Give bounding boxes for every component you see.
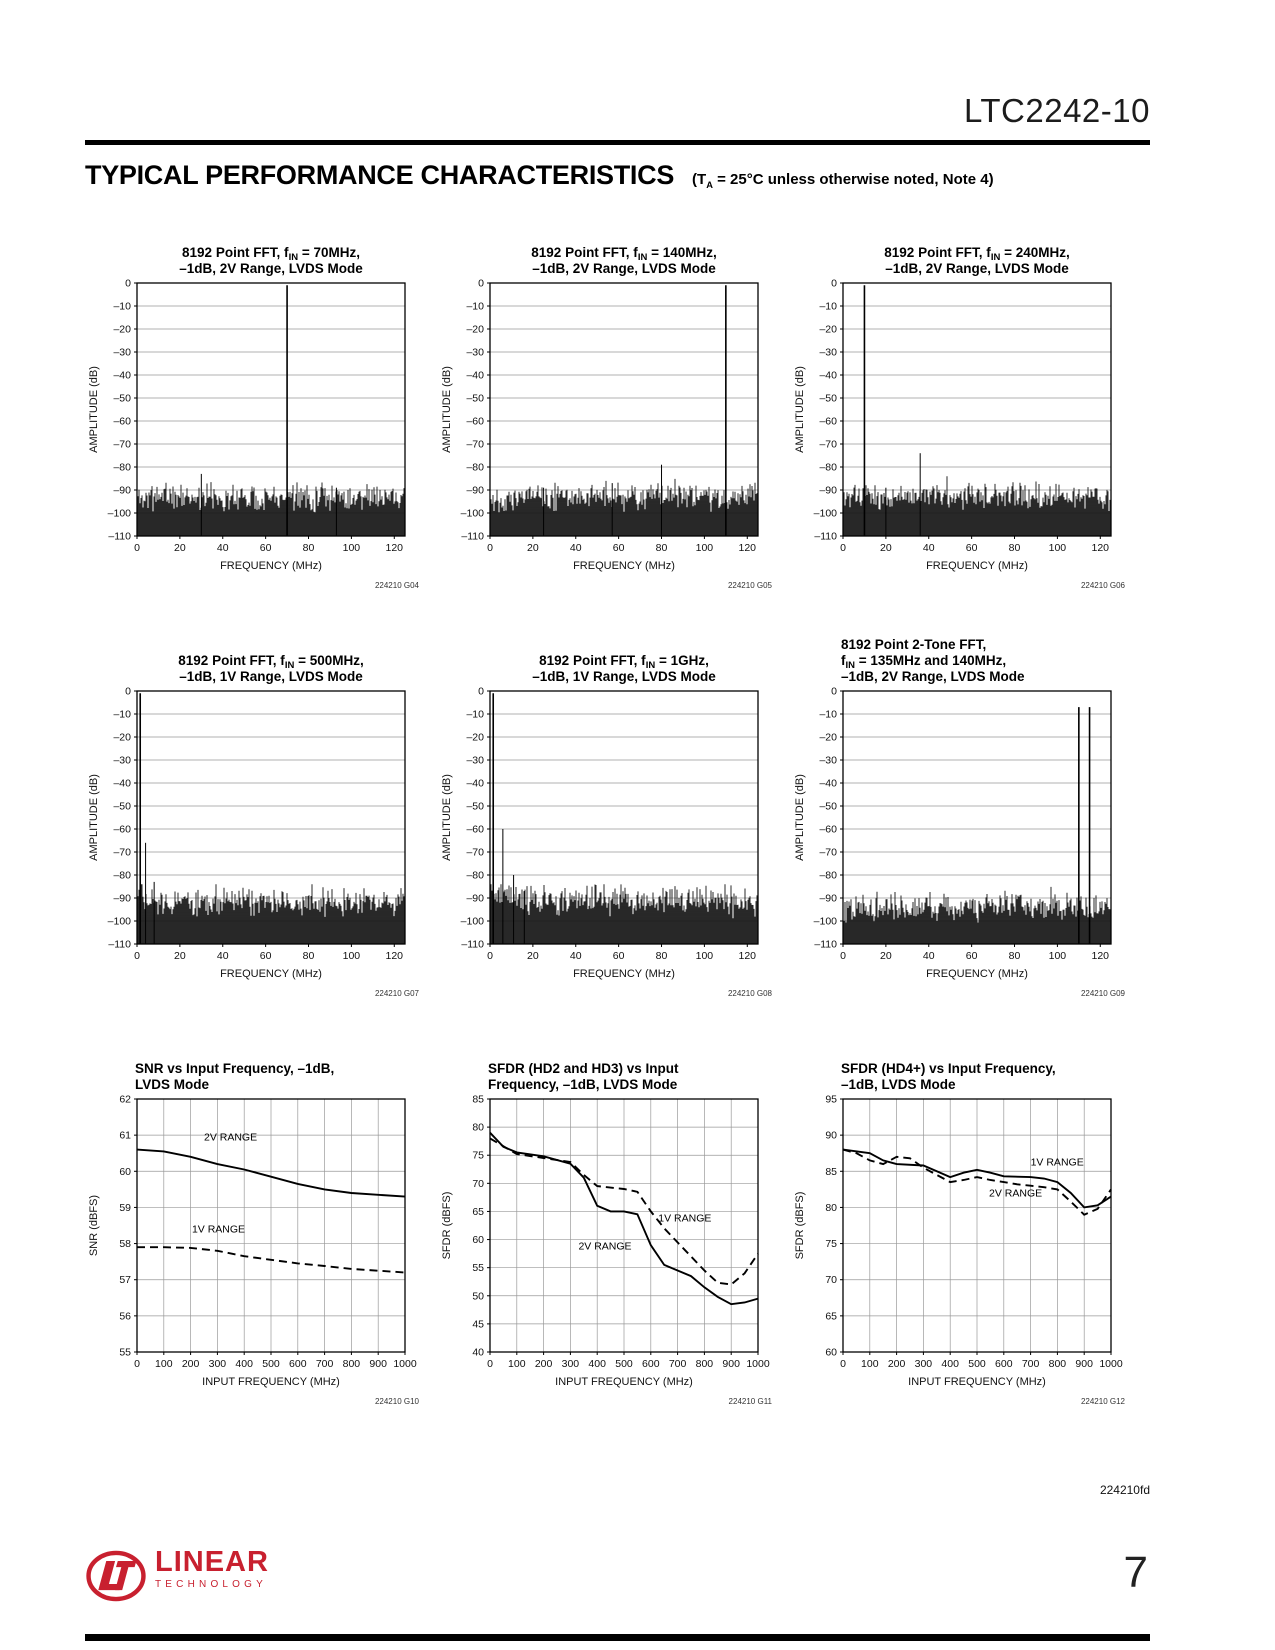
svg-text:0: 0 xyxy=(134,950,140,962)
svg-text:–1dB, LVDS Mode: –1dB, LVDS Mode xyxy=(841,1077,956,1092)
svg-text:–30: –30 xyxy=(113,346,131,359)
svg-text:56: 56 xyxy=(119,1310,131,1323)
svg-text:600: 600 xyxy=(642,1358,660,1370)
section-note: ($T_A = 25^\circ C$ unless otherwise noted, Note 4) xyxy=(692,171,994,190)
svg-text:–80: –80 xyxy=(113,869,131,882)
svg-text:–1dB, 2V Range, LVDS Mode: –1dB, 2V Range, LVDS Mode xyxy=(179,261,363,276)
svg-text:–50: –50 xyxy=(819,392,837,405)
chart-sfdr-hd4-vs-input-frequency xyxy=(781,1041,1134,1409)
svg-text:–1dB, 1V Range, LVDS Mode: –1dB, 1V Range, LVDS Mode xyxy=(532,669,716,684)
svg-text:–110: –110 xyxy=(814,530,837,543)
svg-text:224210 G05: 224210 G05 xyxy=(727,581,772,590)
svg-text:–1dB, 1V Range, LVDS Mode: –1dB, 1V Range, LVDS Mode xyxy=(179,669,363,684)
svg-text:80: 80 xyxy=(302,542,315,554)
svg-text:300: 300 xyxy=(914,1358,933,1370)
part-number: LTC2242-10 xyxy=(963,92,1150,129)
svg-text:50: 50 xyxy=(472,1290,484,1303)
svg-text:8192 Point 2-Tone FFT,: 8192 Point 2-Tone FFT, xyxy=(841,637,987,652)
svg-text:60: 60 xyxy=(259,542,272,554)
svg-text:60: 60 xyxy=(119,1165,131,1178)
svg-text:–40: –40 xyxy=(819,369,837,382)
page-number: 7 xyxy=(1123,1548,1148,1597)
svg-text:AMPLITUDE (dB): AMPLITUDE (dB) xyxy=(88,366,100,453)
svg-text:224210 G12: 224210 G12 xyxy=(1080,1397,1125,1406)
svg-text:–70: –70 xyxy=(466,438,484,451)
svg-text:224210 G08: 224210 G08 xyxy=(727,989,772,998)
svg-text:INPUT FREQUENCY (MHz): INPUT FREQUENCY (MHz) xyxy=(202,1376,340,1388)
svg-text:FREQUENCY (MHz): FREQUENCY (MHz) xyxy=(926,968,1028,980)
svg-text:900: 900 xyxy=(369,1358,387,1370)
svg-text:40: 40 xyxy=(216,542,229,554)
svg-text:FREQUENCY (MHz): FREQUENCY (MHz) xyxy=(926,560,1028,572)
svg-text:80: 80 xyxy=(302,950,315,962)
svg-text:SFDR (dBFS): SFDR (dBFS) xyxy=(441,1191,453,1260)
svg-text:40: 40 xyxy=(216,950,229,962)
svg-text:800: 800 xyxy=(1048,1358,1067,1370)
chart-fft-500mhz xyxy=(75,633,428,1001)
svg-text:–10: –10 xyxy=(113,708,131,721)
svg-text:fIN = 135MHz and 140MHz,: $f_{IN} = 135MHz$ and 140MHz, xyxy=(841,653,1007,671)
svg-text:–20: –20 xyxy=(466,323,484,336)
svg-text:SFDR (HD2 and HD3) vs Input: SFDR (HD2 and HD3) vs Input xyxy=(488,1061,679,1076)
svg-text:80: 80 xyxy=(1008,542,1021,554)
svg-text:0: 0 xyxy=(487,1358,493,1370)
svg-text:200: 200 xyxy=(887,1358,906,1370)
svg-text:AMPLITUDE (dB): AMPLITUDE (dB) xyxy=(441,366,453,453)
chart-fft-1ghz xyxy=(428,633,781,1001)
svg-text:–50: –50 xyxy=(466,392,484,405)
svg-text:–90: –90 xyxy=(113,892,131,905)
svg-text:–40: –40 xyxy=(466,369,484,382)
svg-text:20: 20 xyxy=(174,542,186,554)
svg-text:1V RANGE: 1V RANGE xyxy=(1030,1156,1084,1169)
svg-text:–60: –60 xyxy=(466,823,484,836)
chart-snr-vs-input-frequency xyxy=(75,1041,428,1409)
svg-text:300: 300 xyxy=(208,1358,227,1370)
svg-text:–20: –20 xyxy=(466,731,484,744)
svg-text:0: 0 xyxy=(840,542,846,554)
svg-text:100: 100 xyxy=(342,950,361,962)
svg-text:2V RANGE: 2V RANGE xyxy=(989,1187,1043,1200)
svg-text:120: 120 xyxy=(738,542,757,554)
svg-text:120: 120 xyxy=(1091,542,1110,554)
svg-text:–110: –110 xyxy=(461,938,484,951)
brand-name: LINEAR xyxy=(155,1546,269,1578)
section-title: TYPICAL PERFORMANCE CHARACTERISTICS xyxy=(85,160,675,190)
svg-text:SFDR (HD4+) vs Input Frequency: SFDR (HD4+) vs Input Frequency, xyxy=(841,1061,1056,1076)
svg-text:–50: –50 xyxy=(113,800,131,813)
svg-text:120: 120 xyxy=(385,542,404,554)
svg-text:700: 700 xyxy=(668,1358,687,1370)
svg-text:–100: –100 xyxy=(813,507,837,520)
svg-text:400: 400 xyxy=(588,1358,606,1370)
svg-text:700: 700 xyxy=(315,1358,334,1370)
svg-text:–110: –110 xyxy=(108,530,131,543)
svg-text:–50: –50 xyxy=(466,800,484,813)
svg-text:100: 100 xyxy=(155,1358,173,1370)
svg-text:8192 Point FFT, fIN = 240MHz,: 8192 Point FFT, $f_{IN} = 240MHz$, xyxy=(884,245,1070,263)
svg-text:–60: –60 xyxy=(113,823,131,836)
svg-text:–90: –90 xyxy=(113,484,131,497)
svg-text:–30: –30 xyxy=(819,346,837,359)
svg-text:–50: –50 xyxy=(819,800,837,813)
svg-text:–60: –60 xyxy=(819,415,837,428)
section-header xyxy=(85,160,994,191)
svg-text:40: 40 xyxy=(922,542,935,554)
svg-text:0: 0 xyxy=(125,277,131,290)
svg-text:1000: 1000 xyxy=(1099,1358,1123,1370)
svg-text:SFDR (dBFS): SFDR (dBFS) xyxy=(794,1191,806,1260)
svg-text:–90: –90 xyxy=(819,892,837,905)
chart-fft-240mhz xyxy=(781,225,1134,593)
svg-text:75: 75 xyxy=(825,1238,837,1251)
svg-text:100: 100 xyxy=(1048,542,1067,554)
svg-text:2V RANGE: 2V RANGE xyxy=(578,1240,632,1253)
svg-text:55: 55 xyxy=(119,1346,131,1359)
svg-text:0: 0 xyxy=(487,950,493,962)
svg-text:500: 500 xyxy=(968,1358,986,1370)
svg-text:120: 120 xyxy=(1091,950,1110,962)
svg-text:85: 85 xyxy=(825,1165,837,1178)
svg-text:2V RANGE: 2V RANGE xyxy=(204,1131,258,1144)
svg-text:0: 0 xyxy=(840,1358,846,1370)
svg-text:57: 57 xyxy=(119,1274,131,1287)
svg-text:60: 60 xyxy=(965,542,978,554)
svg-text:500: 500 xyxy=(615,1358,633,1370)
svg-text:61: 61 xyxy=(119,1129,131,1142)
svg-text:60: 60 xyxy=(472,1234,484,1247)
svg-text:20: 20 xyxy=(527,542,539,554)
svg-text:8192 Point FFT, fIN = 140MHz,: 8192 Point FFT, $f_{IN} = 140MHz$, xyxy=(531,245,717,263)
svg-text:900: 900 xyxy=(722,1358,740,1370)
svg-text:120: 120 xyxy=(385,950,404,962)
svg-text:–100: –100 xyxy=(107,507,131,520)
svg-text:–90: –90 xyxy=(466,892,484,905)
svg-text:60: 60 xyxy=(965,950,978,962)
svg-text:20: 20 xyxy=(174,950,186,962)
svg-text:–40: –40 xyxy=(113,777,131,790)
svg-text:–80: –80 xyxy=(113,461,131,474)
svg-text:–70: –70 xyxy=(819,846,837,859)
brand-subname: TECHNOLOGY xyxy=(155,1579,268,1590)
svg-text:–80: –80 xyxy=(819,461,837,474)
svg-text:–40: –40 xyxy=(113,369,131,382)
svg-text:–70: –70 xyxy=(819,438,837,451)
svg-text:–90: –90 xyxy=(466,484,484,497)
svg-text:200: 200 xyxy=(181,1358,200,1370)
svg-text:LVDS Mode: LVDS Mode xyxy=(135,1077,209,1092)
svg-text:62: 62 xyxy=(119,1093,131,1106)
svg-text:80: 80 xyxy=(472,1121,484,1134)
svg-text:INPUT FREQUENCY (MHz): INPUT FREQUENCY (MHz) xyxy=(555,1376,693,1388)
svg-text:1000: 1000 xyxy=(746,1358,770,1370)
svg-text:800: 800 xyxy=(342,1358,361,1370)
svg-text:85: 85 xyxy=(472,1093,484,1106)
svg-text:70: 70 xyxy=(472,1177,484,1190)
svg-text:60: 60 xyxy=(612,950,625,962)
svg-text:80: 80 xyxy=(655,950,668,962)
svg-text:40: 40 xyxy=(569,950,582,962)
svg-text:–40: –40 xyxy=(819,777,837,790)
svg-text:100: 100 xyxy=(1048,950,1067,962)
logo-text xyxy=(155,1548,269,1590)
chart-fft-140mhz xyxy=(428,225,781,593)
svg-text:–1dB, 2V Range, LVDS Mode: –1dB, 2V Range, LVDS Mode xyxy=(885,261,1069,276)
svg-text:AMPLITUDE (dB): AMPLITUDE (dB) xyxy=(88,774,100,861)
svg-text:–110: –110 xyxy=(814,938,837,951)
svg-text:–110: –110 xyxy=(461,530,484,543)
svg-text:58: 58 xyxy=(119,1238,131,1251)
svg-text:–30: –30 xyxy=(113,754,131,767)
svg-text:60: 60 xyxy=(825,1346,837,1359)
svg-text:–20: –20 xyxy=(819,731,837,744)
svg-text:100: 100 xyxy=(695,542,714,554)
footer-rule xyxy=(85,1634,1150,1641)
svg-text:600: 600 xyxy=(995,1358,1013,1370)
svg-text:–80: –80 xyxy=(466,869,484,882)
svg-text:95: 95 xyxy=(825,1093,837,1106)
svg-text:–100: –100 xyxy=(107,915,131,928)
svg-text:–30: –30 xyxy=(819,754,837,767)
svg-text:80: 80 xyxy=(1008,950,1021,962)
svg-text:0: 0 xyxy=(831,277,837,290)
svg-text:0: 0 xyxy=(134,1358,140,1370)
svg-text:60: 60 xyxy=(612,542,625,554)
svg-text:–10: –10 xyxy=(113,300,131,313)
svg-text:–100: –100 xyxy=(460,507,484,520)
svg-text:100: 100 xyxy=(508,1358,526,1370)
svg-text:40: 40 xyxy=(569,542,582,554)
svg-text:–20: –20 xyxy=(819,323,837,336)
svg-text:–30: –30 xyxy=(466,346,484,359)
svg-text:200: 200 xyxy=(534,1358,553,1370)
svg-text:0: 0 xyxy=(478,685,484,698)
svg-text:224210 G04: 224210 G04 xyxy=(374,581,419,590)
svg-text:–60: –60 xyxy=(819,823,837,836)
svg-text:–70: –70 xyxy=(466,846,484,859)
svg-text:100: 100 xyxy=(695,950,714,962)
svg-text:800: 800 xyxy=(695,1358,714,1370)
svg-text:SNR vs Input Frequency, –1dB,: SNR vs Input Frequency, –1dB, xyxy=(135,1061,335,1076)
svg-text:–70: –70 xyxy=(113,438,131,451)
svg-text:700: 700 xyxy=(1021,1358,1040,1370)
svg-text:–10: –10 xyxy=(466,708,484,721)
svg-text:–60: –60 xyxy=(466,415,484,428)
svg-text:100: 100 xyxy=(342,542,361,554)
svg-text:20: 20 xyxy=(880,950,892,962)
svg-text:75: 75 xyxy=(472,1149,484,1162)
svg-text:300: 300 xyxy=(561,1358,580,1370)
svg-text:65: 65 xyxy=(825,1310,837,1323)
svg-text:FREQUENCY (MHz): FREQUENCY (MHz) xyxy=(220,968,322,980)
svg-text:224210 G07: 224210 G07 xyxy=(374,989,419,998)
svg-text:40: 40 xyxy=(922,950,935,962)
svg-text:–30: –30 xyxy=(466,754,484,767)
svg-text:–10: –10 xyxy=(819,300,837,313)
svg-text:1V RANGE: 1V RANGE xyxy=(191,1223,246,1236)
svg-text:–60: –60 xyxy=(113,415,131,428)
svg-text:100: 100 xyxy=(861,1358,879,1370)
svg-text:–20: –20 xyxy=(113,323,131,336)
linear-technology-logo xyxy=(85,1548,269,1604)
svg-text:55: 55 xyxy=(472,1262,484,1275)
svg-text:0: 0 xyxy=(125,685,131,698)
chart-sfdr-hd2-hd3-vs-input-frequency xyxy=(428,1041,781,1409)
svg-text:0: 0 xyxy=(831,685,837,698)
svg-text:80: 80 xyxy=(825,1201,837,1214)
svg-text:8192 Point FFT, fIN = 70MHz,: 8192 Point FFT, $f_{IN} = 70MHz$, xyxy=(182,245,360,263)
svg-text:60: 60 xyxy=(259,950,272,962)
svg-text:–100: –100 xyxy=(813,915,837,928)
svg-text:600: 600 xyxy=(289,1358,307,1370)
svg-text:–90: –90 xyxy=(819,484,837,497)
svg-text:AMPLITUDE (dB): AMPLITUDE (dB) xyxy=(441,774,453,861)
svg-text:20: 20 xyxy=(880,542,892,554)
svg-text:1000: 1000 xyxy=(393,1358,417,1370)
svg-text:FREQUENCY (MHz): FREQUENCY (MHz) xyxy=(573,560,675,572)
charts-grid xyxy=(75,225,1134,1409)
svg-text:–10: –10 xyxy=(466,300,484,313)
svg-text:SNR (dBFS): SNR (dBFS) xyxy=(88,1194,100,1257)
svg-text:FREQUENCY (MHz): FREQUENCY (MHz) xyxy=(573,968,675,980)
svg-text:400: 400 xyxy=(235,1358,253,1370)
svg-text:120: 120 xyxy=(738,950,757,962)
svg-text:40: 40 xyxy=(472,1346,484,1359)
svg-text:AMPLITUDE (dB): AMPLITUDE (dB) xyxy=(794,366,806,453)
svg-text:FREQUENCY (MHz): FREQUENCY (MHz) xyxy=(220,560,322,572)
svg-text:8192 Point FFT, fIN = 1GHz,: 8192 Point FFT, $f_{IN} = 1GHz$, xyxy=(539,653,709,671)
svg-text:900: 900 xyxy=(1075,1358,1093,1370)
svg-text:–10: –10 xyxy=(819,708,837,721)
svg-text:–40: –40 xyxy=(466,777,484,790)
svg-text:90: 90 xyxy=(825,1129,837,1142)
svg-text:400: 400 xyxy=(941,1358,959,1370)
svg-text:–1dB, 2V Range, LVDS Mode: –1dB, 2V Range, LVDS Mode xyxy=(532,261,716,276)
svg-text:–110: –110 xyxy=(108,938,131,951)
svg-text:–70: –70 xyxy=(113,846,131,859)
svg-text:224210 G06: 224210 G06 xyxy=(1080,581,1125,590)
chart-fft-2tone xyxy=(781,633,1134,1001)
svg-text:0: 0 xyxy=(134,542,140,554)
svg-text:0: 0 xyxy=(487,542,493,554)
svg-text:Frequency, –1dB, LVDS Mode: Frequency, –1dB, LVDS Mode xyxy=(488,1077,678,1092)
svg-text:20: 20 xyxy=(527,950,539,962)
svg-text:0: 0 xyxy=(840,950,846,962)
header-rule xyxy=(85,140,1150,145)
svg-text:–100: –100 xyxy=(460,915,484,928)
svg-text:8192 Point FFT, fIN = 500MHz,: 8192 Point FFT, $f_{IN} = 500MHz$, xyxy=(178,653,364,671)
svg-text:65: 65 xyxy=(472,1205,484,1218)
svg-text:224210 G11: 224210 G11 xyxy=(728,1397,772,1406)
svg-text:224210 G10: 224210 G10 xyxy=(374,1397,419,1406)
svg-text:0: 0 xyxy=(478,277,484,290)
svg-text:80: 80 xyxy=(655,542,668,554)
svg-text:–1dB, 2V Range, LVDS Mode: –1dB, 2V Range, LVDS Mode xyxy=(841,669,1025,684)
svg-text:1V RANGE: 1V RANGE xyxy=(658,1212,712,1225)
svg-text:–20: –20 xyxy=(113,731,131,744)
svg-text:70: 70 xyxy=(825,1274,837,1287)
doc-code: 224210fd xyxy=(1099,1483,1150,1497)
svg-text:AMPLITUDE (dB): AMPLITUDE (dB) xyxy=(794,774,806,861)
lt-logo-icon xyxy=(85,1548,147,1604)
svg-text:–80: –80 xyxy=(819,869,837,882)
svg-text:224210 G09: 224210 G09 xyxy=(1080,989,1125,998)
svg-text:45: 45 xyxy=(472,1318,484,1331)
svg-text:500: 500 xyxy=(262,1358,280,1370)
chart-fft-70mhz xyxy=(75,225,428,593)
svg-text:INPUT FREQUENCY (MHz): INPUT FREQUENCY (MHz) xyxy=(908,1376,1046,1388)
svg-text:59: 59 xyxy=(119,1201,131,1214)
svg-text:–80: –80 xyxy=(466,461,484,474)
svg-text:–50: –50 xyxy=(113,392,131,405)
